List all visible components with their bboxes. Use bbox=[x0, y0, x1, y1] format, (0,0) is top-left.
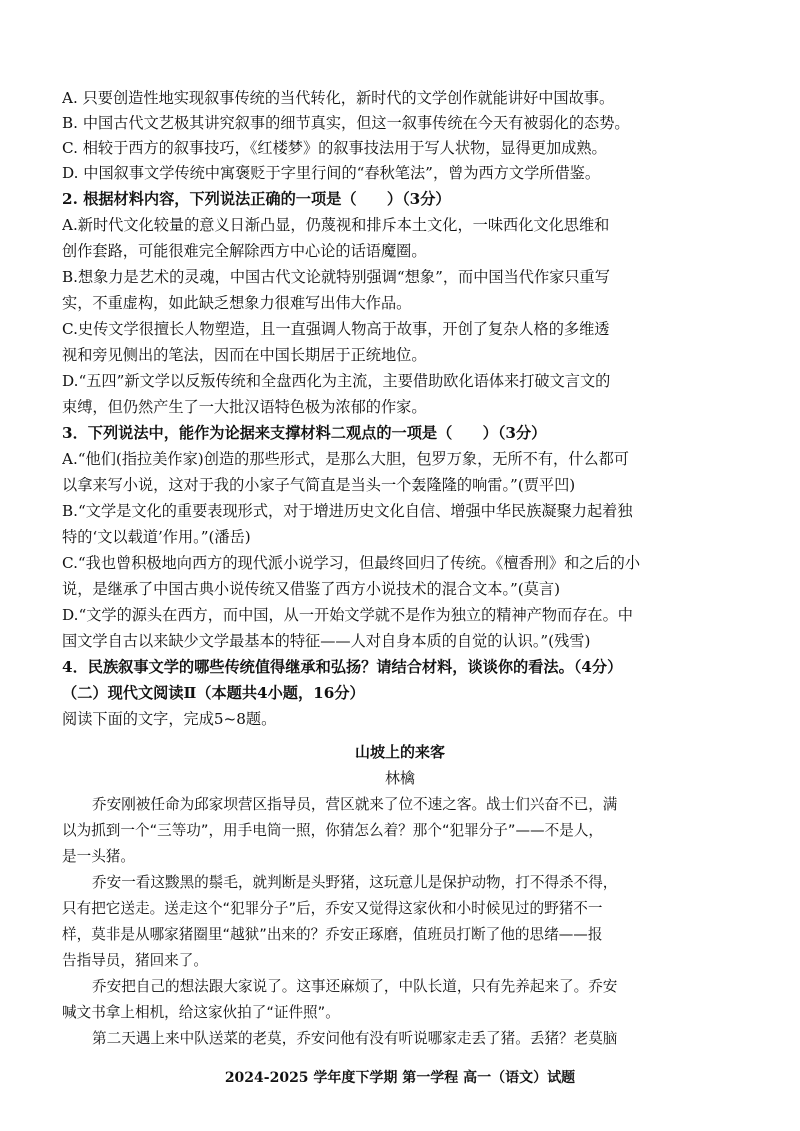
story-line: 乔安把自己的想法跟大家说了。这事还麻烦了，中队长道，只有先养起来了。乔安 bbox=[92, 978, 618, 995]
story-line: 样，莫非是从哪家猪圈里“越狱”出来的？乔安正琢磨，值班员打断了他的思绪——报 bbox=[62, 926, 603, 943]
q2-line: 创作套路，可能很难完全解除西方中心论的话语魔圈。 bbox=[62, 242, 427, 260]
section-heading: （二）现代文阅读Ⅱ（本题共4小题，16分） bbox=[62, 684, 365, 702]
q2-line: 实，不重虚构，如此缺乏想象力很难写出伟大作品。 bbox=[62, 294, 412, 312]
q1-option-b: B. 中国古代文艺极其讲究叙事的细节真实，但这一叙事传统在今天有被弱化的态势。 bbox=[62, 114, 630, 132]
story-line: 乔安一看这黢黑的鬃毛，就判断是头野猪，这玩意儿是保护动物，打不得杀不得， bbox=[92, 874, 618, 891]
q3-line: B.“文学是文化的重要表现形式，对于增进历史文化自信、增强中华民族凝聚力起着独 bbox=[62, 502, 633, 520]
q3-line: 说，是继承了中国古典小说传统又借鉴了西方小说技术的混合文本。”(莫言) bbox=[62, 580, 561, 598]
q3-line: A.“他们(指拉美作家)创造的那些形式，是那么大胆，包罗万象，无所不有，什么都可 bbox=[62, 450, 629, 468]
q2-stem: 2. 根据材料内容，下列说法正确的一项是（ ）（3分） bbox=[62, 190, 451, 208]
story-line: 只有把它送走。送走这个“犯罪分子”后，乔安又觉得这家伙和小时候见过的野猪不一 bbox=[62, 900, 603, 917]
q2-line: C.史传文学很擅长人物塑造，且一直强调人物高于故事，开创了复杂人格的多维透 bbox=[62, 320, 610, 338]
q2-line: B.想象力是艺术的灵魂，中国古代文论就特别强调“想象”，而中国当代作家只重写 bbox=[62, 268, 610, 286]
page-footer: 2024-2025 学年度下学期 第一学程 高一（语文）试题 bbox=[224, 1070, 576, 1086]
q2-line: 视和旁见侧出的笔法，因而在中国长期居于正统地位。 bbox=[62, 346, 427, 364]
story-line: 是一头猪。 bbox=[62, 848, 135, 865]
q2-line: D.“五四”新文学以反叛传统和全盘西化为主流，主要借助欧化语体来打破文言文的 bbox=[62, 372, 611, 390]
q3-line: C.“我也曾积极地向西方的现代派小说学习，但最终回归了传统。《檀香刑》和之后的小 bbox=[62, 554, 641, 572]
story-line: 以为抓到一个“三等功”，用手电筒一照，你猜怎么着？那个“犯罪分子”——不是人， bbox=[62, 822, 604, 839]
story-author: 林檎 bbox=[384, 769, 415, 787]
q1-option-a: A. 只要创造性地实现叙事传统的当代转化，新时代的文学创作就能讲好中国故事。 bbox=[62, 89, 615, 107]
story-line: 第二天遇上来中队送菜的老莫，乔安问他有没有听说哪家走丢了猪。丢猪？老莫脑 bbox=[92, 1030, 618, 1047]
q3-line: D.“文学的源头在西方，而中国，从一开始文学就不是作为独立的精神产物而存在。中 bbox=[62, 606, 633, 624]
q2-line: A.新时代文化较量的意义日渐凸显，仍蔑视和排斥本土文化，一味西化文化思维和 bbox=[62, 216, 610, 234]
story-line: 告指导员，猪回来了。 bbox=[62, 952, 208, 969]
q3-stem: 3．下列说法中，能作为论据来支撑材料二观点的一项是（ ）（3分） bbox=[62, 424, 547, 442]
story-line: 喊文书拿上相机，给这家伙拍了“证件照”。 bbox=[62, 1004, 340, 1021]
q1-option-c: C. 相较于西方的叙事技巧，《红楼梦》的叙事技法用于写人状物，显得更加成熟。 bbox=[62, 139, 607, 157]
q3-line: 特的‘文以载道’作用。”(潘岳) bbox=[62, 528, 251, 546]
q3-line: 国文学自古以来缺少文学最基本的特征——人对自身本质的自觉的认识。”(残雪) bbox=[62, 632, 591, 650]
q4-stem: 4．民族叙事文学的哪些传统值得继承和弘扬？请结合材料，谈谈你的看法。（4分） bbox=[62, 658, 623, 676]
story-line: 乔安刚被任命为邱家坝营区指导员，营区就来了位不速之客。战士们兴奋不已，满 bbox=[92, 796, 618, 813]
story-title: 山坡上的来客 bbox=[354, 743, 445, 761]
q3-line: 以拿来写小说，这对于我的小家子气简直是当头一个轰隆隆的响雷。”(贾平凹) bbox=[62, 476, 576, 494]
q1-option-d: D. 中国叙事文学传统中寓褒贬于字里行间的“春秋笔法”，曾为西方文学所借鉴。 bbox=[62, 164, 601, 182]
section-instruction: 阅读下面的文字，完成5~8题。 bbox=[62, 710, 277, 728]
q2-line: 束缚，但仍然产生了一大批汉语特色极为浓郁的作家。 bbox=[62, 398, 427, 416]
